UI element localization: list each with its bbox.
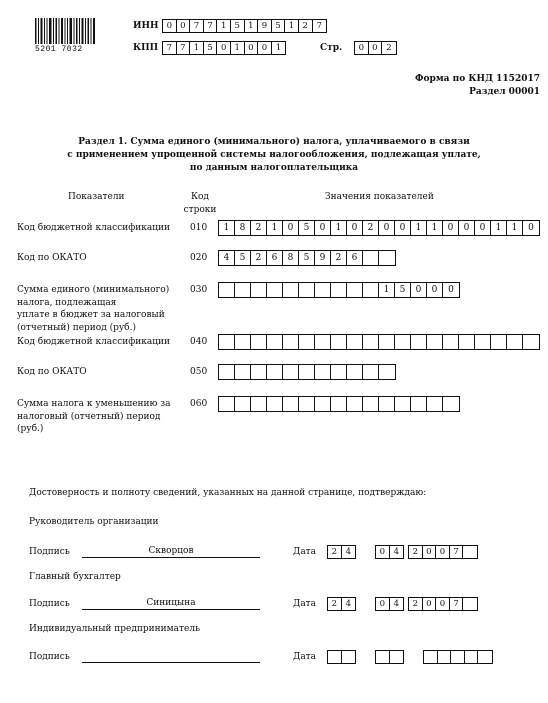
digit-cell[interactable]: 0 <box>217 42 231 54</box>
digit-cell[interactable]: 0 <box>448 285 454 295</box>
digit-cell[interactable]: 1 <box>379 283 395 297</box>
row-code: 010 <box>190 223 208 233</box>
digit-cell[interactable]: 1 <box>275 43 282 53</box>
digit-cell[interactable] <box>331 283 347 297</box>
section-title-line-3: по данным налогоплательщика <box>189 163 359 173</box>
digit-cell[interactable] <box>363 365 379 379</box>
digit-cell[interactable] <box>235 335 251 349</box>
digit-cell[interactable]: 2 <box>328 598 342 610</box>
digit-cell[interactable]: 0 <box>347 221 363 235</box>
digit-cell[interactable] <box>376 651 390 663</box>
digit-cell[interactable]: 0 <box>423 546 437 558</box>
digit-cell[interactable]: 2 <box>299 20 313 32</box>
entrepreneur-date-month[interactable] <box>375 650 404 664</box>
digit-cell[interactable] <box>395 335 411 349</box>
digit-cell[interactable] <box>299 335 315 349</box>
row-code: 020 <box>190 253 208 263</box>
inn-field[interactable] <box>162 19 327 33</box>
digit-cell[interactable] <box>283 397 299 411</box>
entrepreneur-title: Индивидуальный предприниматель <box>29 624 200 634</box>
digit-cell[interactable] <box>379 251 395 265</box>
digit-cell[interactable] <box>347 335 363 349</box>
head-title: Руководитель организации <box>29 517 159 527</box>
digit-cell[interactable]: 0 <box>411 283 427 297</box>
digit-cell[interactable]: 0 <box>355 42 369 54</box>
digit-cell[interactable]: 1 <box>427 221 443 235</box>
digit-cell[interactable] <box>283 335 299 349</box>
digit-cell[interactable] <box>267 365 283 379</box>
digit-cell[interactable]: 1 <box>411 221 427 235</box>
section-code: Раздел 00001 <box>469 87 540 97</box>
digit-cell[interactable] <box>235 365 251 379</box>
digit-cell[interactable]: 1 <box>491 221 507 235</box>
digit-cell[interactable] <box>379 397 395 411</box>
digit-cell[interactable]: 1 <box>245 20 259 32</box>
digit-cell[interactable] <box>331 335 347 349</box>
digit-cell[interactable]: 0 <box>528 223 534 233</box>
row-label-line: Сумма налога к уменьшению за <box>17 399 171 409</box>
digit-cell[interactable]: 0 <box>475 221 491 235</box>
kpp-label: КПП <box>133 43 159 53</box>
digit-cell[interactable] <box>363 251 379 265</box>
digit-cell[interactable]: 1 <box>219 221 235 235</box>
row-label-line: Код бюджетной классификации <box>17 223 171 233</box>
digit-cell[interactable]: 5 <box>299 221 315 235</box>
digit-cell[interactable]: 0 <box>283 221 299 235</box>
digit-cell[interactable] <box>251 335 267 349</box>
accountant-sign-label: Подпись <box>29 599 70 609</box>
digit-cell[interactable] <box>315 365 331 379</box>
column-header-values: Значения показателей <box>325 192 434 202</box>
digit-cell[interactable]: 8 <box>235 221 251 235</box>
digit-cell[interactable] <box>424 651 438 663</box>
digit-cell[interactable] <box>315 397 331 411</box>
accountant-date-day[interactable] <box>327 597 356 611</box>
digit-cell[interactable]: 0 <box>395 221 411 235</box>
row-label-line: Код по ОКАТО <box>17 367 87 377</box>
accountant-date-label: Дата <box>293 599 317 609</box>
digit-cell[interactable] <box>251 397 267 411</box>
digit-cell[interactable]: 6 <box>267 251 283 265</box>
digit-cell[interactable] <box>267 283 283 297</box>
row-code: 050 <box>190 367 208 377</box>
digit-cell[interactable]: 7 <box>450 546 464 558</box>
digit-cell[interactable]: 0 <box>163 20 177 32</box>
digit-cell[interactable]: 5 <box>395 283 411 297</box>
digit-cell[interactable] <box>235 397 251 411</box>
digit-cell[interactable] <box>219 397 235 411</box>
digit-cell[interactable] <box>465 651 479 663</box>
digit-cell[interactable]: 9 <box>258 20 272 32</box>
barcode-image <box>35 18 95 46</box>
digit-cell[interactable] <box>251 283 267 297</box>
head-sign-label: Подпись <box>29 547 70 557</box>
head-date-year[interactable] <box>408 545 478 559</box>
digit-cell[interactable] <box>463 546 477 558</box>
digit-cell[interactable]: 0 <box>315 221 331 235</box>
digit-cell[interactable] <box>411 335 427 349</box>
column-header-code-1: Код <box>191 192 209 202</box>
digit-cell[interactable]: 0 <box>376 598 390 610</box>
digit-cell[interactable] <box>395 397 411 411</box>
digit-cell[interactable]: 0 <box>177 20 191 32</box>
entrepreneur-date-label: Дата <box>293 652 317 662</box>
digit-cell[interactable] <box>251 365 267 379</box>
digit-cell[interactable] <box>347 283 363 297</box>
head-date-day[interactable] <box>327 545 356 559</box>
digit-cell[interactable]: 2 <box>363 221 379 235</box>
accountant-signature-field[interactable]: Синицына <box>82 597 260 610</box>
row-value-field[interactable] <box>218 220 540 236</box>
digit-cell[interactable]: 1 <box>217 20 231 32</box>
digit-cell[interactable] <box>363 283 379 297</box>
digit-cell[interactable]: 0 <box>443 221 459 235</box>
digit-cell[interactable] <box>235 283 251 297</box>
digit-cell[interactable]: 4 <box>393 599 400 609</box>
digit-cell[interactable] <box>507 335 523 349</box>
digit-cell[interactable]: 7 <box>316 21 323 31</box>
digit-cell[interactable] <box>478 651 492 663</box>
row-label-line: налога, подлежащая <box>17 297 117 308</box>
digit-cell[interactable] <box>299 283 315 297</box>
digit-cell[interactable] <box>491 335 507 349</box>
digit-cell[interactable] <box>328 651 342 663</box>
digit-cell[interactable] <box>438 651 452 663</box>
column-header-code-2: строки <box>183 205 217 215</box>
digit-cell[interactable]: 1 <box>190 42 204 54</box>
section-title-line-2: с применением упрощенной системы налогообложения, подлежащая уплате, <box>67 150 481 160</box>
barcode-number: 5201 7032 <box>35 45 83 54</box>
digit-cell[interactable]: 5 <box>204 42 218 54</box>
head-date-month[interactable] <box>375 545 404 559</box>
digit-cell[interactable] <box>347 365 363 379</box>
digit-cell[interactable]: 7 <box>163 42 177 54</box>
digit-cell[interactable]: 1 <box>285 20 299 32</box>
digit-cell[interactable] <box>427 335 443 349</box>
digit-cell[interactable] <box>379 365 395 379</box>
digit-cell[interactable]: 0 <box>379 221 395 235</box>
inn-label: ИНН <box>133 21 159 31</box>
digit-cell[interactable] <box>443 397 459 411</box>
row-value-field[interactable] <box>218 396 460 412</box>
row-label-line: Код бюджетной классификации <box>17 337 171 347</box>
row-label-line: (руб.) <box>17 424 44 434</box>
row-value-field[interactable] <box>218 250 396 266</box>
digit-cell[interactable] <box>475 335 491 349</box>
digit-cell[interactable] <box>379 335 395 349</box>
form-code: Форма по КНД 1152017 <box>414 74 540 84</box>
row-code: 040 <box>190 337 208 347</box>
accountant-date-year[interactable] <box>408 597 478 611</box>
digit-cell[interactable]: 5 <box>231 20 245 32</box>
digit-cell[interactable] <box>267 335 283 349</box>
digit-cell[interactable] <box>331 397 347 411</box>
digit-cell[interactable]: 0 <box>427 283 443 297</box>
column-header-indicators: Показатели <box>68 192 125 202</box>
digit-cell[interactable] <box>219 283 235 297</box>
digit-cell[interactable]: 0 <box>423 598 437 610</box>
digit-cell[interactable] <box>459 335 475 349</box>
digit-cell[interactable] <box>315 335 331 349</box>
page-number-field[interactable] <box>354 41 397 55</box>
digit-cell[interactable]: 1 <box>507 221 523 235</box>
digit-cell[interactable]: 2 <box>328 546 342 558</box>
digit-cell[interactable]: 2 <box>409 598 423 610</box>
digit-cell[interactable]: 7 <box>190 20 204 32</box>
digit-cell[interactable]: 2 <box>386 43 392 53</box>
entrepreneur-date-day[interactable] <box>327 650 356 664</box>
row-value-field[interactable] <box>218 334 540 350</box>
row-label-line: уплате в бюджет за налоговый <box>17 310 165 320</box>
digit-cell[interactable]: 1 <box>267 221 283 235</box>
digit-cell[interactable]: 0 <box>376 546 390 558</box>
head-signature-field[interactable]: Скворцов <box>82 545 260 558</box>
digit-cell[interactable]: 0 <box>245 42 259 54</box>
digit-cell[interactable]: 0 <box>436 546 450 558</box>
row-label-line: (отчетный) период (руб.) <box>17 322 136 333</box>
digit-cell[interactable]: 4 <box>345 599 352 609</box>
digit-cell[interactable]: 1 <box>231 42 245 54</box>
row-label-line: налоговый (отчетный) период <box>17 411 161 422</box>
digit-cell[interactable] <box>390 651 404 663</box>
digit-cell[interactable] <box>363 397 379 411</box>
row-label-line: Код по ОКАТО <box>17 253 87 263</box>
digit-cell[interactable] <box>443 335 459 349</box>
row-value-field[interactable] <box>218 364 396 380</box>
digit-cell[interactable]: 7 <box>204 20 218 32</box>
accountant-date-month[interactable] <box>375 597 404 611</box>
page-label: Стр. <box>320 43 343 53</box>
digit-cell[interactable]: 4 <box>393 547 400 557</box>
accountant-title: Главный бухгалтер <box>29 572 121 582</box>
row-label-line: Сумма единого (минимального) <box>17 285 170 295</box>
digit-cell[interactable] <box>331 365 347 379</box>
digit-cell[interactable]: 6 <box>347 251 363 265</box>
digit-cell[interactable]: 7 <box>177 42 191 54</box>
digit-cell[interactable]: 0 <box>459 221 475 235</box>
digit-cell[interactable] <box>299 365 315 379</box>
digit-cell[interactable]: 5 <box>235 251 251 265</box>
entrepreneur-date-year[interactable] <box>423 650 493 664</box>
section-title-line-1: Раздел 1. Сумма единого (минимального) налога, уплачиваемого в связи <box>78 137 470 147</box>
digit-cell[interactable] <box>463 598 477 610</box>
digit-cell[interactable] <box>315 283 331 297</box>
digit-cell[interactable]: 2 <box>409 546 423 558</box>
row-code: 030 <box>190 285 208 295</box>
digit-cell[interactable]: 2 <box>331 251 347 265</box>
kpp-field[interactable] <box>162 41 286 55</box>
digit-cell[interactable]: 4 <box>219 251 235 265</box>
digit-cell[interactable] <box>267 397 283 411</box>
digit-cell[interactable] <box>342 651 356 663</box>
digit-cell[interactable]: 2 <box>251 251 267 265</box>
digit-cell[interactable]: 2 <box>251 221 267 235</box>
row-code: 060 <box>190 399 208 409</box>
digit-cell[interactable] <box>219 335 235 349</box>
digit-cell[interactable] <box>411 397 427 411</box>
entrepreneur-sign-label: Подпись <box>29 652 70 662</box>
digit-cell[interactable]: 4 <box>345 547 352 557</box>
head-date-label: Дата <box>293 547 317 557</box>
digit-cell[interactable]: 0 <box>369 42 383 54</box>
digit-cell[interactable] <box>219 365 235 379</box>
digit-cell[interactable]: 9 <box>315 251 331 265</box>
digit-cell[interactable]: 1 <box>331 221 347 235</box>
digit-cell[interactable]: 0 <box>436 598 450 610</box>
digit-cell[interactable] <box>283 365 299 379</box>
digit-cell[interactable] <box>363 335 379 349</box>
digit-cell[interactable]: 8 <box>283 251 299 265</box>
entrepreneur-signature-field[interactable] <box>82 650 260 663</box>
digit-cell[interactable]: 5 <box>299 251 315 265</box>
digit-cell[interactable]: 5 <box>272 20 286 32</box>
digit-cell[interactable] <box>283 283 299 297</box>
digit-cell[interactable] <box>427 397 443 411</box>
digit-cell[interactable] <box>299 397 315 411</box>
confirmation-statement: Достоверность и полноту сведений, указанных на данной странице, подтверждаю: <box>29 488 427 498</box>
row-value-field[interactable] <box>218 282 460 298</box>
digit-cell[interactable]: 0 <box>258 42 272 54</box>
digit-cell[interactable] <box>347 397 363 411</box>
digit-cell[interactable] <box>523 335 539 349</box>
digit-cell[interactable] <box>451 651 465 663</box>
digit-cell[interactable]: 7 <box>450 598 464 610</box>
